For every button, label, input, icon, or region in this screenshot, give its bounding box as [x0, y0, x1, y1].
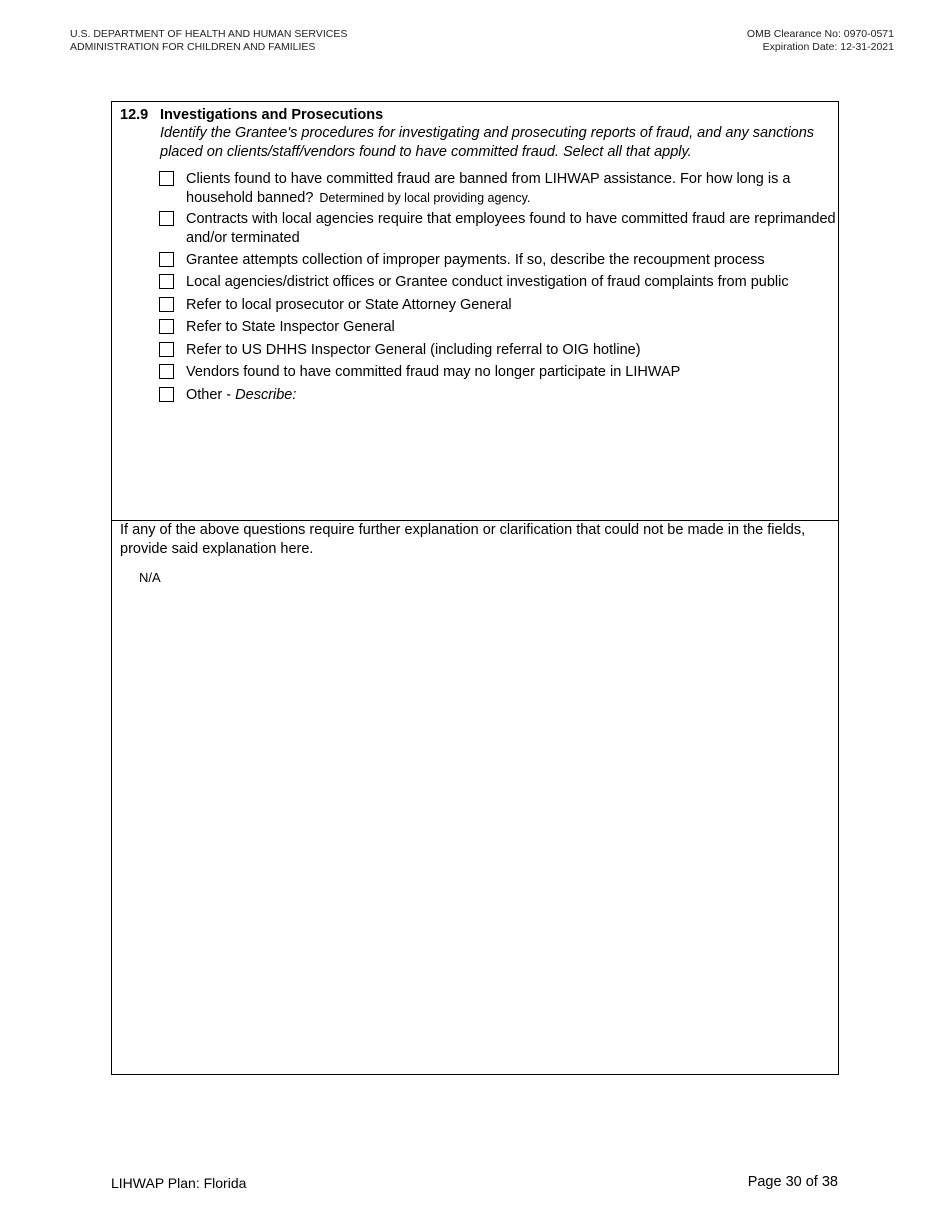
section-investigations	[112, 102, 838, 521]
clarification-answer[interactable]: N/A	[139, 570, 161, 585]
option-label: Other -	[186, 387, 236, 403]
option-label: Grantee attempts collection of improper payments. If so, describe the recoupment process	[186, 252, 765, 268]
section-description: Identify the Grantee's procedures for investigating and prosecuting reports of fraud, and any sanctions placed on clients/staff/vendors found to have committed fraud. Select all that apply.	[160, 125, 815, 160]
section-number: 12.9	[120, 107, 149, 123]
checkbox[interactable]	[159, 319, 174, 334]
option-label: Refer to local prosecutor or State Attorney General	[186, 297, 512, 313]
expiration-date: Expiration Date: 12-31-2021	[762, 40, 894, 53]
clarification-prompt: If any of the above questions require further explanation or clarification that could not be made in the fields, provide said explanation here.	[120, 522, 806, 557]
option-label: Contracts with local agencies require that employees found to have committed fraud are reprimanded and/or terminated	[186, 211, 836, 246]
agency-name: U.S. DEPARTMENT OF HEALTH AND HUMAN SERVICES	[70, 28, 348, 40]
option-label: Local agencies/district offices or Grantee conduct investigation of fraud complaints from public	[186, 274, 789, 290]
section-clarification	[112, 521, 838, 1074]
option-answer: Determined by local providing agency.	[319, 190, 531, 205]
checkbox[interactable]	[159, 387, 174, 402]
agency-header	[70, 28, 347, 53]
checkbox[interactable]	[159, 211, 174, 226]
section-title: Investigations and Prosecutions	[160, 107, 384, 123]
omb-header	[747, 28, 894, 53]
option-label: Refer to State Inspector General	[186, 319, 395, 335]
agency-division: ADMINISTRATION FOR CHILDREN AND FAMILIES	[70, 40, 316, 53]
checkbox[interactable]	[159, 297, 174, 312]
checkbox[interactable]	[159, 252, 174, 267]
form-box	[111, 101, 839, 1075]
option-label-italic: Describe:	[235, 387, 297, 403]
option-label: Refer to US DHHS Inspector General (including referral to OIG hotline)	[186, 342, 641, 358]
footer-plan: LIHWAP Plan: Florida	[111, 1175, 247, 1191]
option-label: Clients found to have committed fraud are banned from LIHWAP assistance. For how long is a household banned?	[186, 171, 791, 206]
checkbox[interactable]	[159, 171, 174, 186]
checkbox[interactable]	[159, 342, 174, 357]
checkbox[interactable]	[159, 274, 174, 289]
option-label: Vendors found to have committed fraud may no longer participate in LIHWAP	[186, 364, 681, 380]
footer-page-number: Page 30 of 38	[747, 1174, 838, 1190]
omb-clearance: OMB Clearance No: 0970-0571	[746, 28, 894, 40]
checkbox[interactable]	[159, 364, 174, 379]
